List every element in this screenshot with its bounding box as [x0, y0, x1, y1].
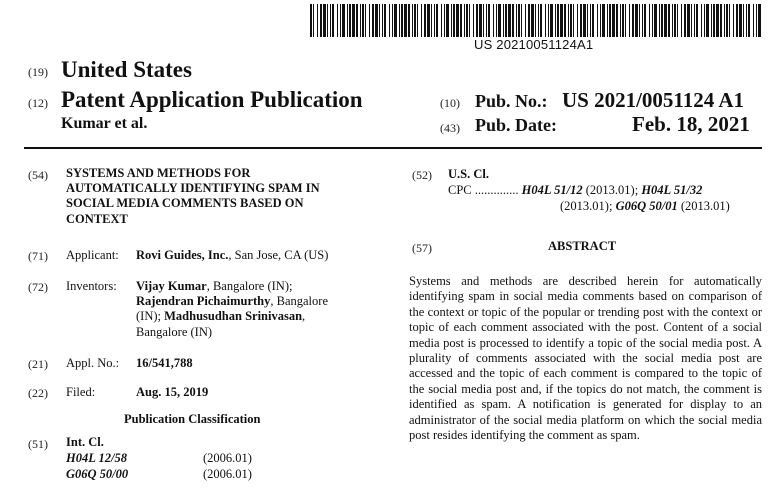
- code-51: (51): [28, 437, 48, 451]
- appl-no-label: Appl. No.:: [66, 356, 120, 370]
- cpc-line-2: [560, 199, 730, 214]
- title-line: SOCIAL MEDIA COMMENTS BASED ON: [66, 196, 304, 211]
- inventor-name: Vijay Kumar: [136, 279, 207, 293]
- inventor-location: , Bangalore (IN);: [206, 279, 293, 293]
- applicant-location: , San Jose, CA (US): [228, 248, 329, 262]
- us-cl-label: U.S. Cl.: [448, 167, 489, 181]
- cpc-year: (2013.01): [677, 199, 730, 213]
- code-10: (10): [440, 96, 460, 110]
- pub-date: Feb. 18, 2021: [632, 112, 750, 136]
- barcode-image: [310, 4, 762, 37]
- cpc-year: (2013.01);: [582, 183, 642, 197]
- applicant: [136, 248, 328, 263]
- int-cl-year: (2006.01): [203, 451, 252, 465]
- barcode-caption: US 20210051124A1: [474, 37, 594, 52]
- cpc-year: (2013.01);: [560, 199, 616, 213]
- abstract-text: Systems and methods are described herein for automatically identifying spam in social media comments based on comparison of the context or topic of the popular or trending post with the context or topic of each comment associated with the post. Content of a social media post is processed to identify a topic of the social media post. A plurality of comments associated with the social media post are accessed and the topic of each comment is compared to the topic of the social media post and, if the topics do not match, the comment is identified as spam. A notification is generated for display to an administrator of the social media platform on which the social media post resides identifying the comment as spam.: [409, 274, 762, 443]
- title-line: CONTEXT: [66, 211, 128, 226]
- cpc-label: CPC: [448, 183, 472, 197]
- code-12: (12): [28, 96, 48, 110]
- country: United States: [61, 57, 192, 82]
- cpc-code: G06Q 50/01: [615, 199, 678, 213]
- code-21: (21): [28, 357, 48, 371]
- appl-no: 16/541,788: [136, 356, 193, 370]
- pub-no: US 2021/0051124 A1: [562, 88, 745, 112]
- cpc-line-1: [448, 183, 702, 198]
- publication-classification-heading: Publication Classification: [124, 412, 261, 426]
- inventor-location: (IN);: [136, 309, 165, 324]
- filed-label: Filed:: [66, 385, 96, 399]
- inventor-location: ,: [302, 309, 306, 324]
- inventor-location: Bangalore (IN): [136, 324, 213, 339]
- header-rule: [24, 147, 762, 149]
- abstract-heading: ABSTRACT: [548, 239, 617, 253]
- inventors-list: [136, 279, 328, 340]
- document-type: Patent Application Publication: [61, 87, 363, 112]
- inventor-name: Madhusudhan Srinivasan: [164, 309, 303, 324]
- code-43: (43): [440, 121, 460, 135]
- pub-date-label: Pub. Date:: [475, 115, 557, 135]
- code-71: (71): [28, 249, 48, 263]
- applicant-label: Applicant:: [66, 248, 119, 262]
- cpc-code: H04L 51/12: [521, 183, 583, 197]
- inventor-location: , Bangalore: [270, 294, 328, 309]
- authors: Kumar et al.: [61, 115, 148, 132]
- inventors-label: Inventors:: [66, 279, 117, 293]
- code-52: (52): [412, 168, 432, 182]
- code-19: (19): [28, 65, 48, 79]
- code-72: (72): [28, 280, 48, 294]
- code-57: (57): [412, 241, 432, 255]
- inventor-name: Rajendran Pichaimurthy: [136, 294, 271, 309]
- patent-title: [66, 166, 320, 227]
- applicant-name: Rovi Guides, Inc.: [136, 248, 229, 262]
- int-cl-code: H04L 12/58: [66, 451, 127, 465]
- filed-date: Aug. 15, 2019: [136, 385, 209, 399]
- int-cl-label: Int. Cl.: [66, 435, 104, 449]
- title-line: AUTOMATICALLY IDENTIFYING SPAM IN: [66, 181, 320, 196]
- cpc-code: H04L 51/32: [641, 183, 703, 197]
- pub-no-label: Pub. No.:: [475, 91, 548, 111]
- code-22: (22): [28, 386, 48, 400]
- title-line: SYSTEMS AND METHODS FOR: [66, 166, 251, 180]
- code-54: (54): [28, 168, 48, 182]
- int-cl-year: (2006.01): [203, 467, 252, 481]
- int-cl-code: G06Q 50/00: [66, 467, 129, 481]
- cpc-dots: ..............: [474, 183, 519, 197]
